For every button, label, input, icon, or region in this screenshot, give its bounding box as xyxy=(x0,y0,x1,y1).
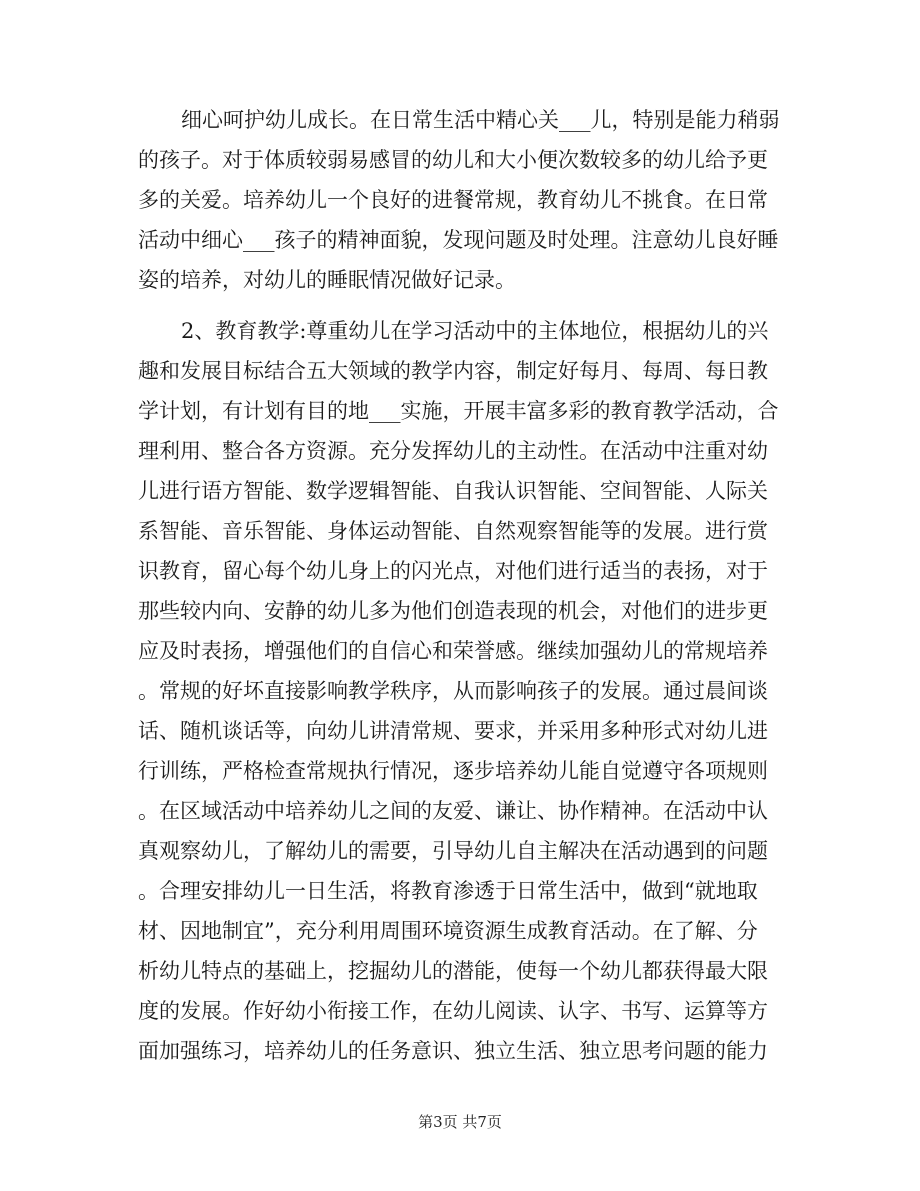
text-line: 材、因地制宜”，充分利用周围环境资源生成教育活动。在了解、分 xyxy=(138,919,758,943)
text-line: 趣和发展目标结合五大领域的教学内容，制定好每月、每周、每日教 xyxy=(138,359,768,383)
text-line: 2、教育教学:尊重幼儿在学习活动中的主体地位，根据幼儿的兴 xyxy=(181,319,769,343)
text-line: 学计划，有计划有目的地___实施，开展丰富多彩的教育教学活动，合 xyxy=(138,399,779,423)
text-line: 细心呵护幼儿成长。在日常生活中精心关___儿，特别是能力稍弱 xyxy=(181,108,780,132)
text-line: 。合理安排幼儿一日生活，将教育渗透于日常生活中，做到“就地取 xyxy=(138,879,758,903)
text-line: 应及时表扬，增强他们的自信心和荣誉感。继续加强幼儿的常规培养 xyxy=(138,639,768,663)
page-number: 第3页 共7页 xyxy=(418,1113,502,1131)
text-line: 析幼儿特点的基础上，挖掘幼儿的潜能，使每一个幼儿都获得最大限 xyxy=(138,959,768,983)
text-line: 活动中细心___孩子的精神面貌，发现问题及时处理。注意幼儿良好睡 xyxy=(138,228,779,252)
text-line: 理利用、整合各方资源。充分发挥幼儿的主动性。在活动中注重对幼 xyxy=(138,439,768,463)
text-line: 识教育，留心每个幼儿身上的闪光点，对他们进行适当的表扬，对于 xyxy=(138,559,768,583)
text-line: 系智能、音乐智能、身体运动智能、自然观察智能等的发展。进行赏 xyxy=(138,519,768,543)
text-line: 的孩子。对于体质较弱易感冒的幼儿和大小便次数较多的幼儿给予更 xyxy=(138,148,768,172)
text-line: 度的发展。作好幼小衔接工作，在幼儿阅读、认字、书写、运算等方 xyxy=(138,999,768,1023)
text-line: 面加强练习，培养幼儿的任务意识、独立生活、独立思考问题的能力 xyxy=(138,1039,768,1063)
text-line: 。常规的好坏直接影响教学秩序，从而影响孩子的发展。通过晨间谈 xyxy=(138,679,768,703)
text-line: 。在区域活动中培养幼儿之间的友爱、谦让、协作精神。在活动中认 xyxy=(138,799,768,823)
text-line: 行训练，严格检查常规执行情况，逐步培养幼儿能自觉遵守各项规则 xyxy=(138,759,768,783)
text-line: 儿进行语方智能、数学逻辑智能、自我认识智能、空间智能、人际关 xyxy=(138,479,768,503)
text-line: 真观察幼儿，了解幼儿的需要，引导幼儿自主解决在活动遇到的问题 xyxy=(138,839,768,863)
text-line: 多的关爱。培养幼儿一个良好的进餐常规，教育幼儿不挑食。在日常 xyxy=(138,188,768,212)
text-line: 姿的培养，对幼儿的睡眠情况做好记录。 xyxy=(138,268,516,292)
text-line: 话、随机谈话等，向幼儿讲清常规、要求，并采用多种形式对幼儿进 xyxy=(138,719,768,743)
body-text xyxy=(138,100,786,1071)
text-line: 那些较内向、安静的幼儿多为他们创造表现的机会，对他们的进步更 xyxy=(138,599,768,623)
